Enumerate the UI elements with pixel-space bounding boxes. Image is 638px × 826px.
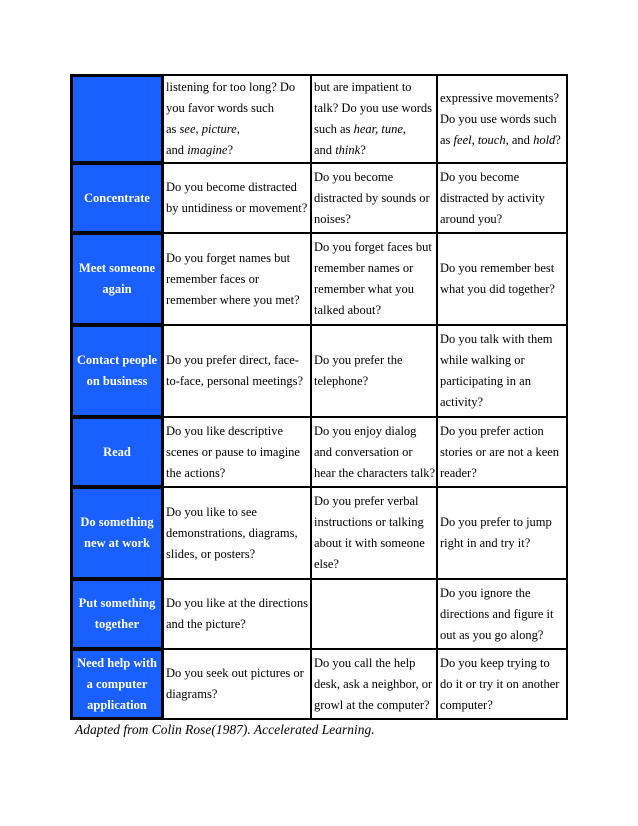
cell-line: diagrams? <box>166 687 218 701</box>
cell-line: activity? <box>440 395 484 409</box>
cell-line: scenes or pause to imagine <box>166 444 300 459</box>
row-header-line: Put something <box>78 596 156 610</box>
table-row <box>71 325 567 417</box>
table-cell <box>311 75 437 163</box>
cell-line: distracted by sounds or <box>314 190 430 205</box>
cell-line: else? <box>314 557 339 571</box>
cell-line: Do you prefer action <box>440 423 544 438</box>
table-cell <box>437 487 567 579</box>
cell-line: while walking or <box>440 353 525 367</box>
row-header-line: Meet someone <box>78 261 155 275</box>
table-row <box>71 649 567 719</box>
row-header <box>71 325 163 417</box>
cell-line: Do you use words such <box>440 111 557 126</box>
table-cell <box>311 233 437 325</box>
cell-line: Do you ignore the <box>440 585 531 600</box>
table-row <box>71 75 567 163</box>
table-body <box>71 75 567 719</box>
cell-line: listening for too long? Do <box>166 80 296 94</box>
row-header <box>71 579 163 649</box>
row-header-line: a computer <box>86 676 148 691</box>
cell-line: slides, or posters? <box>166 546 256 561</box>
table-cell <box>163 75 311 163</box>
cell-line: Do you talk with them <box>440 332 553 346</box>
cell-line: Do you forget names but <box>166 250 291 265</box>
table-cell <box>437 579 567 649</box>
cell-line: expressive movements? <box>440 90 560 105</box>
cell-line: remember names or <box>314 261 414 275</box>
table-cell <box>437 163 567 233</box>
table-cell <box>311 487 437 579</box>
table-row <box>71 487 567 579</box>
table-cell <box>437 417 567 487</box>
cell-line: and conversation or <box>314 444 413 459</box>
cell-line: participating in an <box>440 374 531 388</box>
cell-line: instructions or talking <box>314 515 424 529</box>
cell-line: hear the characters talk? <box>314 465 436 480</box>
cell-line: such as hear, tune, <box>314 122 407 136</box>
table-cell <box>163 233 311 325</box>
table-cell <box>163 163 311 233</box>
row-header-line: new at work <box>84 536 150 550</box>
cell-line: Do you prefer direct, face- <box>166 353 299 367</box>
cell-line: Do you forget faces but <box>314 240 432 254</box>
cell-line: right in and try it? <box>440 536 531 550</box>
row-header <box>71 417 163 487</box>
table-cell <box>311 649 437 719</box>
table-cell <box>163 579 311 649</box>
cell-line: Do you call the help <box>314 655 416 670</box>
row-header-line: application <box>87 697 147 712</box>
cell-line: desk, ask a neighbor, or <box>314 676 433 691</box>
cell-line: about it with someone <box>314 536 425 550</box>
cell-line: talked about? <box>314 303 381 317</box>
cell-line: by untidiness or movement? <box>166 201 308 215</box>
row-header <box>71 649 163 719</box>
table-cell <box>163 417 311 487</box>
table-cell <box>437 75 567 163</box>
row-header-line: on business <box>86 374 148 388</box>
cell-line: remember faces or <box>166 271 259 286</box>
row-header <box>71 163 163 233</box>
row-header <box>71 487 163 579</box>
table-cell <box>163 325 311 417</box>
row-header <box>71 75 163 163</box>
table-cell <box>311 163 437 233</box>
cell-line: computer? <box>440 697 493 712</box>
cell-line: and think? <box>314 143 366 157</box>
cell-line: directions and figure it <box>440 606 554 621</box>
cell-line: to-face, personal meetings? <box>166 374 304 388</box>
cell-line: the actions? <box>166 465 226 480</box>
row-header-line: Need help with <box>77 655 157 670</box>
cell-line: what you did together? <box>440 282 555 296</box>
row-header-line: together <box>94 617 140 631</box>
row-header-line: Concentrate <box>84 190 150 205</box>
table-cell <box>311 417 437 487</box>
cell-line: Do you become distracted <box>166 180 297 194</box>
table-cell <box>437 649 567 719</box>
row-header <box>71 233 163 325</box>
table-cell <box>311 325 437 417</box>
learning-style-table <box>70 74 568 720</box>
cell-line: and the picture? <box>166 617 246 631</box>
row-header-line: Read <box>103 444 131 459</box>
table-row <box>71 579 567 649</box>
learning-style-table-wrap <box>70 74 566 720</box>
cell-line: reader? <box>440 465 477 480</box>
cell-line: Do you keep trying to <box>440 655 550 670</box>
cell-line: Do you enjoy dialog <box>314 423 417 438</box>
table-cell <box>437 325 567 417</box>
table-row <box>71 163 567 233</box>
cell-line: Do you like descriptive <box>166 423 283 438</box>
cell-line: remember where you met? <box>166 292 300 307</box>
cell-line: Do you prefer to jump <box>440 515 552 529</box>
table-cell <box>311 579 437 649</box>
cell-line: Do you prefer verbal <box>314 494 419 508</box>
cell-line: do it or try it on another <box>440 676 560 691</box>
table-row <box>71 233 567 325</box>
cell-line: talk? Do you use words <box>314 101 433 115</box>
cell-line: out as you go along? <box>440 627 544 642</box>
cell-line: noises? <box>314 211 351 226</box>
cell-line: Do you like at the directions <box>166 596 308 610</box>
cell-line: growl at the computer? <box>314 697 430 712</box>
table-row <box>71 417 567 487</box>
cell-line: as feel, touch, and hold? <box>440 132 561 147</box>
source-caption: Adapted from Colin Rose(1987). Accelerated Learning. <box>75 722 375 737</box>
cell-line: Do you seek out pictures or <box>166 666 304 680</box>
cell-line: remember what you <box>314 282 414 296</box>
row-header-line: again <box>102 282 132 296</box>
cell-line: Do you become <box>440 169 520 184</box>
cell-line: Do you like to see <box>166 504 257 519</box>
cell-line: demonstrations, diagrams, <box>166 525 298 540</box>
cell-line: Do you prefer the <box>314 353 403 367</box>
cell-line: you favor words such <box>166 101 274 115</box>
cell-line: as see, picture, <box>166 122 240 136</box>
cell-line: Do you remember best <box>440 261 555 275</box>
cell-line: stories or are not a keen <box>440 444 560 459</box>
cell-line: and imagine? <box>166 143 234 157</box>
cell-line: around you? <box>440 211 503 226</box>
table-cell <box>163 487 311 579</box>
table-cell <box>163 649 311 719</box>
table-cell <box>437 233 567 325</box>
row-header-line: Do something <box>80 515 154 529</box>
cell-line: distracted by activity <box>440 190 545 205</box>
cell-line: telephone? <box>314 374 369 388</box>
row-header-line: Contact people <box>76 353 158 367</box>
cell-line: but are impatient to <box>314 80 412 94</box>
cell-line: Do you become <box>314 169 394 184</box>
